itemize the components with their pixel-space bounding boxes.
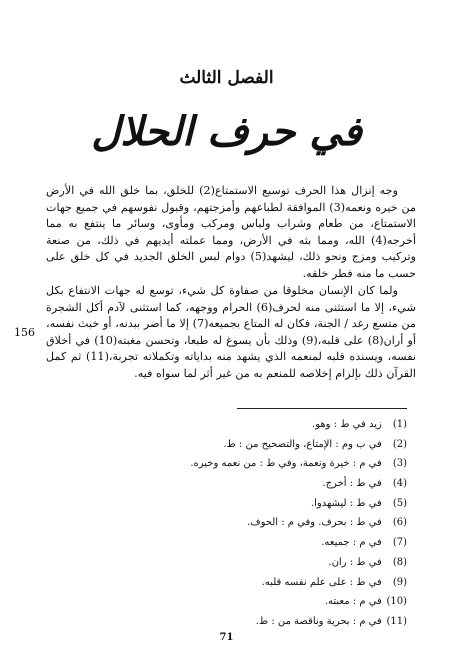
footnote-text: في ط : ليشهدوا.: [310, 497, 382, 509]
paragraph: وجه إنزال هذا الحرف توسيع الاستمتاع(2) للخلق، بما خلق الله في الأرض من خيره ونعمه(3) الموافقة لطباعهم وأمزجتهم، وقبول نفوسهم في جميع جهات الاستمتاع، من طعام وشراب ولباس ومركب ومأوى، وسائر ما ينتفع به مما أخرجه(4) الله، ومما بثه في الأرض، ومما عملته أيديهم في ذلك، من صنعة وتركيب ومزج ونحو ذلك، ليشهد(5) دوام لبس الخلق الجديد في كل خلق على حسب ما منه فطر خلقه.: [46, 184, 416, 280]
footnote-number: (10): [386, 596, 407, 608]
footnote: [107, 415, 407, 435]
chapter-title: الفصل الثالث: [179, 68, 274, 88]
footnote-number: (2): [392, 438, 407, 450]
footnote-divider: [237, 408, 407, 409]
footnote: [107, 494, 407, 514]
footnote-text: في ب وم : الإمتاع، والتصحيح من : ط.: [223, 438, 382, 450]
footnote-list: [107, 415, 407, 632]
footnote-number: (3): [392, 458, 407, 470]
footnote: [107, 513, 407, 533]
footnote-text: في ط : أخرج.: [322, 478, 382, 490]
paragraph: ولما كان الإنسان مخلوقا من صفاوة كل شيء، توسع له جهات الانتفاع بكل شيء، إلا ما استثنى منه لحرف(6) الحرام ووجهه، كما استثنى لآدم أكل الشجرة من متسع رغد / الجنة، فكان له المتاع بجميعه(7) إلا ما أضر ببدنه، أو خبث نفسه، أو أران(8) على قلبه،(9) وذلك بأن يسوغ له طبعا، وتحسن مغبته(10) في أخلاق نفسه، ويسنده قلبه لمنعمه الذي يشهد منه بداياته وتكملاته تجربة،(11) ثم كمل القرآن ذلك بإلزام إخلاصه للمنعم به من غير أثر لما سواه فيه.: [46, 284, 417, 380]
footnote-text: في ط : بحرف. وفي م : الحوف.: [247, 517, 382, 529]
footnote-text: زيد في ط : وهو.: [312, 419, 382, 430]
footnote-number: (11): [386, 615, 407, 627]
footnote-text: في م : بحرية وناقصة من : ط.: [255, 615, 382, 627]
footnote-number: (4): [392, 478, 407, 490]
footnote-text: في ط : ران.: [328, 556, 382, 568]
footnote-number: (9): [392, 576, 407, 588]
footnote: [107, 553, 407, 573]
footnote: [107, 533, 407, 553]
footnote-text: في ط : على علم نفسه قلبه.: [261, 576, 382, 588]
footnote: [107, 435, 407, 455]
body-text: [46, 183, 416, 382]
footnote-number: (7): [392, 537, 407, 549]
footnote: [107, 592, 407, 612]
footnote-text: في م : خيرة ونعمة، وفي ط : من نعمه وخيره.: [190, 458, 382, 470]
footnote-number: (8): [392, 556, 407, 568]
footnote-number: (1): [392, 419, 407, 430]
section-title: في حرف الحلال: [91, 108, 362, 155]
footnote: [107, 612, 407, 632]
footnote: [107, 573, 407, 593]
footnote-number: (6): [392, 517, 407, 529]
footnote: [107, 474, 407, 494]
footnote: [107, 454, 407, 474]
margin-page-reference: 156: [14, 326, 35, 339]
page-number: 71: [219, 632, 234, 643]
footnote-text: في م : جميعه.: [321, 537, 382, 549]
footnote-number: (5): [392, 497, 407, 509]
footnote-text: في م : معبته.: [324, 596, 382, 608]
